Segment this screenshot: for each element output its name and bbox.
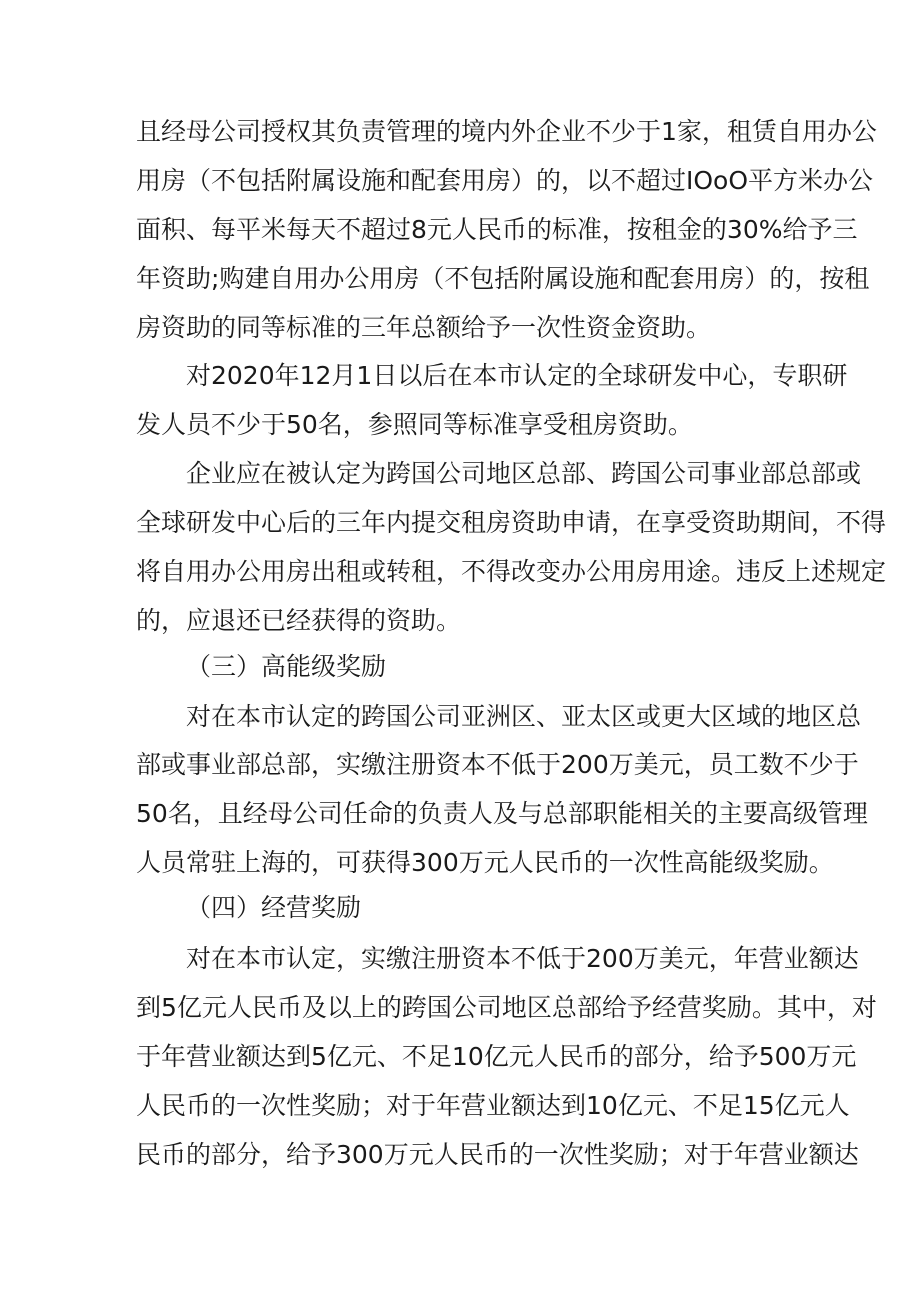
paragraph-line: 到5亿元人民币及以上的跨国公司地区总部给予经营奖励。其中，对 (136, 993, 877, 1022)
section-heading: （四）经营奖励 (186, 893, 362, 922)
paragraph-line: 民币的部分，给予300万元人民币的一次性奖励；对于年营业额达 (136, 1140, 859, 1169)
paragraph-line: 面积、每平米每天不超过8元人民币的标准，按租金的30%给予三 (136, 215, 858, 244)
paragraph-line: 于年营业额达到5亿元、不足10亿元人民币的部分，给予500万元 (136, 1042, 857, 1071)
section-heading: （三）高能级奖励 (186, 652, 387, 681)
paragraph-line: 房资助的同等标准的三年总额给予一次性资金资助。 (136, 313, 712, 342)
paragraph-line: 发人员不少于50名，参照同等标准享受租房资助。 (136, 410, 693, 439)
paragraph-line: 对在本市认定，实缴注册资本不低于200万美元，年营业额达 (186, 944, 859, 973)
paragraph-line: 对在本市认定的跨国公司亚洲区、亚太区或更大区域的地区总 (186, 702, 862, 731)
paragraph-line: 的，应退还已经获得的资助。 (136, 606, 462, 635)
paragraph-line: 年资助;购建自用办公用房（不包括附属设施和配套用房）的，按租 (136, 264, 870, 293)
paragraph-line: 对2020年12月1日以后在本市认定的全球研发中心，专职研 (186, 361, 848, 390)
paragraph-line: 且经母公司授权其负责管理的境内外企业不少于1家，租赁自用办公 (136, 117, 877, 146)
paragraph-line: 全球研发中心后的三年内提交租房资助申请，在享受资助期间，不得 (136, 508, 887, 537)
paragraph-line: 企业应在被认定为跨国公司地区总部、跨国公司事业部总部或 (186, 459, 862, 488)
paragraph-line: 人民币的一次性奖励；对于年营业额达到10亿元、不足15亿元人 (136, 1091, 850, 1120)
paragraph-line: 50名，且经母公司任命的负责人及与总部职能相关的主要高级管理 (136, 799, 868, 828)
paragraph-line: 用房（不包括附属设施和配套用房）的，以不超过IOoO平方米办公 (136, 166, 874, 195)
paragraph-line: 人员常驻上海的，可获得300万元人民币的一次性高能级奖励。 (136, 848, 834, 877)
paragraph-line: 将自用办公用房出租或转租，不得改变办公用房用途。违反上述规定 (136, 557, 887, 586)
paragraph-line: 部或事业部总部，实缴注册资本不低于200万美元，员工数不少于 (136, 750, 859, 779)
